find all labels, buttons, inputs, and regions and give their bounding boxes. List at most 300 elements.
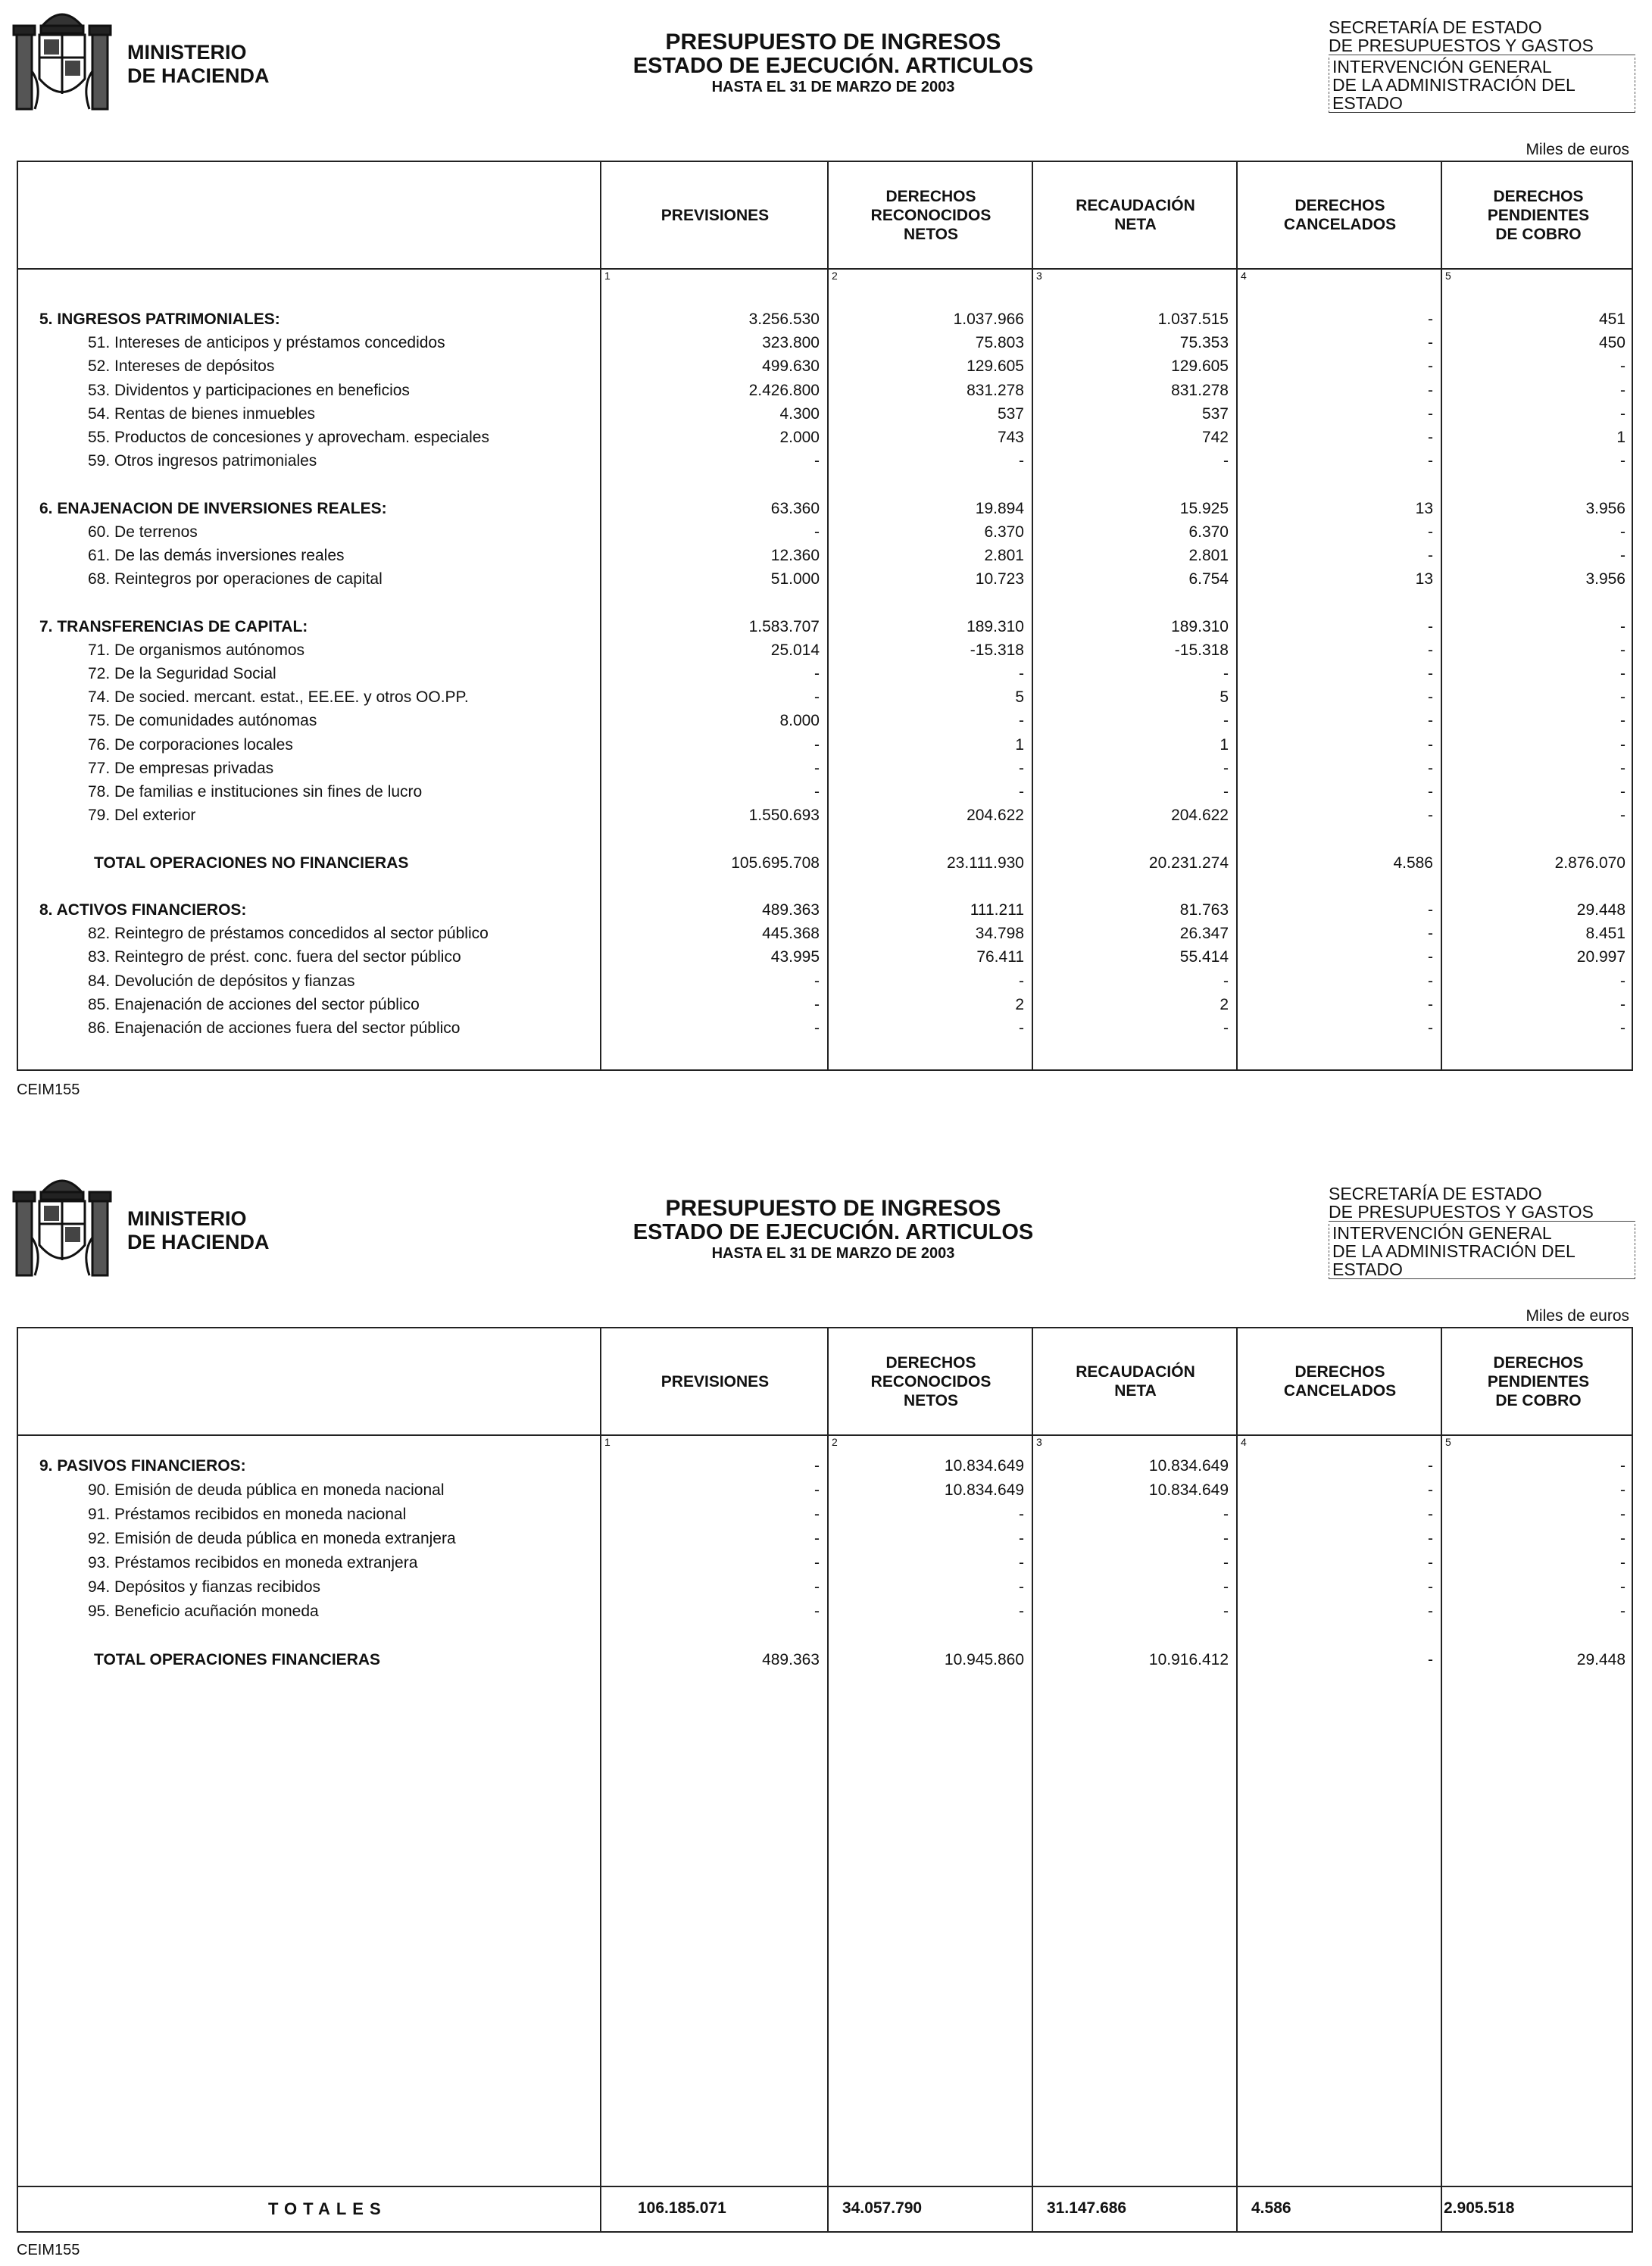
row-label: 61. De las demás inversiones reales (88, 547, 345, 564)
cell-recaudacion-neta: 1 (1219, 735, 1229, 754)
row-label: 51. Intereses de anticipos y préstamos concedidos (88, 334, 445, 352)
cell-recaudacion-neta: 742 (1201, 429, 1229, 446)
column-header-derechos-pendientes (1442, 162, 1635, 268)
row-label: 86. Enajenación de acciones fuera del sector público (88, 1019, 461, 1037)
cell-previsiones: 25.014 (770, 641, 820, 659)
report-subtitle: ESTADO DE EJECUCIÓN. ARTICULOS (632, 1220, 1034, 1244)
table-row (18, 1481, 1632, 1505)
cell-derechos-cancelados: - (1428, 995, 1433, 1013)
column-header-line: NETA (1114, 216, 1157, 233)
cell-previsiones: 105.695.708 (731, 854, 820, 872)
cell-derechos-cancelados: - (1428, 452, 1433, 470)
table-row (18, 547, 1632, 570)
table-row (18, 641, 1632, 665)
cell-derechos-cancelados: - (1428, 404, 1433, 423)
report-code: CEIM155 (17, 1082, 80, 1098)
cell-previsiones: - (814, 665, 820, 682)
cell-derechos-reconocidos: 189.310 (967, 617, 1024, 635)
table-row (18, 665, 1632, 688)
cell-derechos-cancelados: - (1428, 357, 1433, 376)
cell-derechos-pendientes: - (1620, 1481, 1625, 1499)
cell-derechos-cancelados: 4.586 (1393, 854, 1433, 872)
cell-recaudacion-neta: 2.801 (1188, 547, 1229, 564)
row-label: 72. De la Seguridad Social (88, 665, 276, 682)
column-number: 5 (1445, 270, 1451, 282)
table-row (18, 925, 1632, 948)
table-row (18, 807, 1632, 830)
cell-recaudacion-neta: - (1223, 1554, 1229, 1572)
cell-previsiones: 489.363 (762, 901, 820, 919)
row-section-label: 5. INGRESOS PATRIMONIALES: (39, 311, 280, 328)
cell-recaudacion-neta: 55.414 (1179, 948, 1229, 966)
cell-derechos-cancelados: - (1428, 1578, 1433, 1596)
intervencion-line-2: DE LA ADMINISTRACIÓN DEL ESTADO (1332, 1241, 1575, 1279)
cell-derechos-cancelados: - (1428, 735, 1433, 754)
table-row (18, 594, 1632, 617)
table-row (18, 948, 1632, 972)
cell-derechos-reconocidos: - (1019, 712, 1024, 730)
cell-previsiones: - (814, 523, 820, 541)
cell-derechos-reconocidos: 111.211 (970, 901, 1024, 919)
cell-derechos-reconocidos: 23.111.930 (947, 854, 1024, 872)
table-row (18, 500, 1632, 523)
cell-previsiones: - (814, 1457, 820, 1475)
ministry-line-1: MINISTERIO (127, 41, 247, 64)
table-row (18, 736, 1632, 760)
cell-derechos-cancelados: - (1428, 547, 1433, 564)
cell-derechos-cancelados: - (1428, 1481, 1433, 1499)
cell-derechos-pendientes: 450 (1598, 334, 1625, 352)
cell-recaudacion-neta: - (1223, 665, 1229, 682)
column-header-line: DE COBRO (1495, 225, 1582, 243)
cell-derechos-reconocidos: 831.278 (967, 381, 1024, 399)
cell-derechos-pendientes: 3.956 (1585, 570, 1625, 588)
cell-recaudacion-neta: 6.370 (1188, 523, 1229, 541)
cell-derechos-cancelados: - (1428, 901, 1433, 919)
cell-derechos-reconocidos: 34.798 (975, 925, 1024, 943)
cell-derechos-cancelados: - (1428, 759, 1433, 777)
column-header-line: RECAUDACIÓN (1076, 1363, 1195, 1381)
row-label: 84. Devolución de depósitos y fianzas (88, 972, 355, 990)
intervencion-box (1329, 58, 1635, 113)
row-label: 93. Préstamos recibidos en moneda extranjera (88, 1554, 418, 1572)
row-label: 95. Beneficio acuñación moneda (88, 1603, 319, 1620)
table-row (18, 1506, 1632, 1529)
row-label: 76. De corporaciones locales (88, 735, 293, 754)
column-number: 1 (604, 1436, 611, 1448)
table-row (18, 523, 1632, 547)
units-label: Miles de euros (1526, 141, 1629, 158)
column-number: 5 (1445, 1436, 1451, 1448)
cell-derechos-reconocidos: 6.370 (984, 523, 1024, 541)
column-header-recaudacion-neta (1033, 1328, 1238, 1434)
cell-recaudacion-neta: 6.754 (1188, 570, 1229, 588)
cell-previsiones: - (814, 759, 820, 777)
column-header-line: RECAUDACIÓN (1076, 197, 1195, 214)
cell-derechos-reconocidos: 76.411 (976, 948, 1024, 966)
cell-recaudacion-neta: 5 (1219, 688, 1229, 707)
cell-derechos-cancelados: 13 (1415, 499, 1433, 517)
cell-derechos-cancelados: - (1428, 665, 1433, 682)
cell-recaudacion-neta: - (1223, 1019, 1229, 1037)
cell-derechos-reconocidos: - (1019, 452, 1024, 470)
cell-recaudacion-neta: 1.037.515 (1157, 311, 1229, 328)
table-row (18, 382, 1632, 405)
column-number: 2 (832, 1436, 838, 1448)
cell-previsiones: - (814, 783, 820, 801)
cell-recaudacion-neta: -15.318 (1174, 641, 1229, 659)
cell-derechos-reconocidos: 2 (1015, 995, 1024, 1013)
ministry-line-2: DE HACIENDA (127, 64, 270, 87)
cell-derechos-cancelados: - (1428, 381, 1433, 399)
cell-derechos-cancelados: - (1428, 948, 1433, 966)
totales-derechos-cancelados: 4.586 (1251, 2199, 1291, 2217)
issuer-block (1329, 1184, 1635, 1279)
totales-previsiones: 106.185.071 (638, 2199, 726, 2217)
cell-recaudacion-neta: 2 (1219, 995, 1229, 1013)
cell-derechos-reconocidos: - (1019, 1578, 1024, 1596)
cell-previsiones: 1.550.693 (748, 807, 820, 825)
data-table (17, 1327, 1633, 2233)
cell-derechos-reconocidos: - (1019, 1019, 1024, 1037)
cell-derechos-reconocidos: 19.894 (975, 499, 1024, 517)
cell-derechos-reconocidos: - (1019, 972, 1024, 990)
table-row (18, 618, 1632, 641)
report-subtitle: ESTADO DE EJECUCIÓN. ARTICULOS (632, 54, 1034, 78)
cell-derechos-reconocidos: 129.605 (967, 357, 1024, 376)
cell-derechos-reconocidos: 537 (997, 404, 1024, 423)
ministry-line-2: DE HACIENDA (127, 1231, 270, 1253)
row-label: 74. De socied. mercant. estat., EE.EE. y otros OO.PP. (88, 688, 469, 707)
cell-derechos-pendientes: - (1620, 641, 1625, 659)
cell-previsiones: 63.360 (770, 499, 820, 517)
cell-derechos-pendientes: - (1620, 1457, 1625, 1475)
cell-recaudacion-neta: - (1223, 783, 1229, 801)
column-header-derechos-reconocidos (829, 162, 1033, 268)
intervencion-line-1: INTERVENCIÓN GENERAL (1332, 1223, 1552, 1243)
cell-recaudacion-neta: 15.925 (1179, 499, 1229, 517)
table-row (18, 452, 1632, 476)
cell-derechos-pendientes: - (1620, 1530, 1625, 1547)
cell-derechos-pendientes: - (1620, 523, 1625, 541)
cell-derechos-pendientes: - (1620, 688, 1625, 707)
cell-derechos-cancelados: - (1428, 925, 1433, 943)
column-header-line: CANCELADOS (1283, 216, 1397, 233)
cell-recaudacion-neta: - (1223, 1603, 1229, 1620)
column-header-line: DERECHOS (885, 1353, 976, 1372)
column-header-line: RECONOCIDOS (870, 1372, 992, 1390)
column-header-line: PREVISIONES (660, 1372, 770, 1390)
cell-previsiones: 51.000 (770, 570, 820, 588)
cell-derechos-reconocidos: -15.318 (970, 641, 1024, 659)
column-header-previsiones (601, 1328, 829, 1434)
cell-derechos-reconocidos: - (1019, 783, 1024, 801)
cell-derechos-cancelados: - (1428, 783, 1433, 801)
column-header-line: RECONOCIDOS (870, 206, 992, 224)
column-number: 2 (832, 270, 838, 282)
column-header-derechos-cancelados (1238, 162, 1442, 268)
cell-previsiones: 2.426.800 (748, 381, 820, 399)
table-row (18, 1019, 1632, 1043)
row-label: 52. Intereses de depósitos (88, 357, 275, 376)
page-2 (0, 1166, 1652, 2266)
totales-recaudacion-neta: 31.147.686 (1047, 2199, 1127, 2217)
table-row (18, 570, 1632, 594)
cell-previsiones: 489.363 (762, 1651, 820, 1668)
cell-derechos-pendientes: 8.451 (1585, 925, 1625, 943)
column-header-line: DERECHOS (1493, 187, 1584, 205)
column-header-line: DERECHOS (1294, 197, 1385, 214)
column-header-line: CANCELADOS (1283, 1382, 1397, 1400)
cell-derechos-pendientes: 2.876.070 (1554, 854, 1625, 872)
report-title-block (530, 1197, 1136, 1263)
cell-derechos-cancelados: - (1428, 1554, 1433, 1572)
secretaria-line-2: DE PRESUPUESTOS Y GASTOS (1329, 1203, 1635, 1222)
row-label: 92. Emisión de deuda pública en moneda extranjera (88, 1530, 456, 1547)
cell-derechos-pendientes: - (1620, 1506, 1625, 1523)
cell-derechos-reconocidos: 10.834.649 (944, 1481, 1024, 1499)
row-label: 79. Del exterior (88, 807, 196, 825)
row-label: 77. De empresas privadas (88, 759, 274, 777)
cell-previsiones: - (814, 1530, 820, 1547)
row-label: 82. Reintegro de préstamos concedidos al sector público (88, 925, 489, 943)
cell-previsiones: - (814, 1019, 820, 1037)
cell-derechos-cancelados: - (1428, 1506, 1433, 1523)
cell-previsiones: 8.000 (779, 712, 820, 730)
cell-recaudacion-neta: 20.231.274 (1148, 854, 1229, 872)
cell-recaudacion-neta: - (1223, 1530, 1229, 1547)
cell-recaudacion-neta: 537 (1201, 404, 1229, 423)
cell-derechos-reconocidos: - (1019, 1603, 1024, 1620)
row-label: 75. De comunidades autónomas (88, 712, 317, 730)
secretaria-line-1: SECRETARÍA DE ESTADO (1329, 1184, 1542, 1203)
column-header-previsiones (601, 162, 829, 268)
column-number: 3 (1036, 1436, 1042, 1448)
cell-recaudacion-neta: - (1223, 972, 1229, 990)
row-label: 90. Emisión de deuda pública en moneda nacional (88, 1481, 445, 1499)
report-date: HASTA EL 31 DE MARZO DE 2003 (711, 1245, 955, 1262)
cell-derechos-cancelados: - (1428, 972, 1433, 990)
row-label: 68. Reintegros por operaciones de capital (88, 570, 383, 588)
cell-derechos-reconocidos: - (1019, 759, 1024, 777)
page-1 (0, 0, 1652, 1113)
table-row (18, 1530, 1632, 1553)
column-header-text (1284, 1362, 1396, 1400)
column-header-text (1076, 1362, 1195, 1400)
cell-derechos-pendientes: - (1620, 357, 1625, 376)
cell-recaudacion-neta: 10.834.649 (1148, 1457, 1229, 1475)
cell-derechos-reconocidos: - (1019, 1554, 1024, 1572)
cell-previsiones: - (814, 1554, 820, 1572)
table-row (18, 1603, 1632, 1626)
header-rule (18, 1434, 1632, 1436)
intervencion-line-2: DE LA ADMINISTRACIÓN DEL ESTADO (1332, 75, 1575, 113)
cell-derechos-reconocidos: - (1019, 665, 1024, 682)
table-row (18, 405, 1632, 429)
cell-derechos-cancelados: - (1428, 1019, 1433, 1037)
row-label: 91. Préstamos recibidos en moneda nacional (88, 1506, 407, 1523)
row-label: 94. Depósitos y fianzas recibidos (88, 1578, 320, 1596)
cell-derechos-pendientes: 3.956 (1585, 499, 1625, 517)
column-header-line: PREVISIONES (660, 206, 770, 224)
cell-derechos-cancelados: - (1428, 688, 1433, 707)
column-header-text (871, 187, 992, 244)
intervencion-line-1: INTERVENCIÓN GENERAL (1332, 57, 1552, 76)
table-row (18, 429, 1632, 452)
cell-derechos-pendientes: - (1620, 547, 1625, 564)
totales-derechos-pendientes: 2.905.518 (1444, 2199, 1515, 2217)
cell-previsiones: - (814, 452, 820, 470)
cell-recaudacion-neta: - (1223, 452, 1229, 470)
cell-previsiones: - (814, 1603, 820, 1620)
cell-recaudacion-neta: 10.916.412 (1148, 1651, 1229, 1668)
cell-previsiones: - (814, 688, 820, 707)
table-row (18, 1578, 1632, 1602)
row-label: 85. Enajenación de acciones del sector público (88, 995, 420, 1013)
column-header-line: DERECHOS (1294, 1363, 1385, 1381)
cell-derechos-cancelados: 13 (1415, 570, 1433, 588)
column-header-derechos-cancelados (1238, 1328, 1442, 1434)
cell-derechos-pendientes: - (1620, 972, 1625, 990)
column-header-line: NETOS (904, 1391, 958, 1409)
intervencion-box (1329, 1224, 1635, 1279)
cell-derechos-pendientes: - (1620, 759, 1625, 777)
cell-previsiones: 323.800 (762, 334, 820, 352)
cell-previsiones: - (814, 995, 820, 1013)
cell-derechos-pendientes: 29.448 (1576, 1651, 1625, 1668)
cell-recaudacion-neta: 81.763 (1179, 901, 1229, 919)
report-date: HASTA EL 31 DE MARZO DE 2003 (711, 79, 955, 95)
table-row (18, 311, 1632, 334)
row-section-label: 8. ACTIVOS FINANCIEROS: (39, 901, 247, 919)
ministry-name (127, 41, 270, 88)
column-header-line: DERECHOS (1493, 1353, 1584, 1372)
column-header-line: NETOS (904, 225, 958, 243)
cell-derechos-pendientes: - (1620, 381, 1625, 399)
cell-derechos-pendientes: - (1620, 617, 1625, 635)
table-row (18, 357, 1632, 381)
cell-derechos-reconocidos: 1.037.966 (953, 311, 1024, 328)
cell-derechos-reconocidos: 10.723 (975, 570, 1024, 588)
issuer-block (1329, 18, 1635, 113)
table-row (18, 996, 1632, 1019)
table-row (18, 901, 1632, 925)
row-label: 59. Otros ingresos patrimoniales (88, 452, 317, 470)
cell-derechos-reconocidos: 1 (1015, 735, 1024, 754)
report-title-block (530, 30, 1136, 97)
row-section-label: TOTAL OPERACIONES NO FINANCIERAS (94, 854, 409, 872)
row-label: 71. De organismos autónomos (88, 641, 304, 659)
row-section-label: 9. PASIVOS FINANCIEROS: (39, 1457, 246, 1475)
row-label: 53. Dividentos y participaciones en beneficios (88, 381, 410, 399)
cell-derechos-cancelados: - (1428, 429, 1433, 446)
cell-previsiones: 12.360 (770, 547, 820, 564)
ministry-name (127, 1207, 270, 1254)
cell-derechos-cancelados: - (1428, 334, 1433, 352)
column-number: 3 (1036, 270, 1042, 282)
table-row (18, 712, 1632, 735)
report-title: PRESUPUESTO DE INGRESOS (665, 30, 1001, 55)
cell-derechos-cancelados: - (1428, 311, 1433, 328)
cell-recaudacion-neta: 831.278 (1171, 381, 1229, 399)
cell-derechos-reconocidos: 75.803 (975, 334, 1024, 352)
cell-recaudacion-neta: 26.347 (1179, 925, 1229, 943)
table-row (18, 688, 1632, 712)
cell-previsiones: 445.368 (762, 925, 820, 943)
cell-derechos-pendientes: 1 (1616, 429, 1625, 446)
cell-previsiones: 43.995 (770, 948, 820, 966)
row-section-label: TOTAL OPERACIONES FINANCIERAS (94, 1651, 381, 1668)
cell-derechos-pendientes: - (1620, 665, 1625, 682)
cell-derechos-cancelados: - (1428, 523, 1433, 541)
row-label: 78. De familias e instituciones sin fines de lucro (88, 783, 423, 801)
cell-recaudacion-neta: 189.310 (1171, 617, 1229, 635)
cell-derechos-reconocidos: 2.801 (984, 547, 1024, 564)
cell-recaudacion-neta: - (1223, 759, 1229, 777)
coat-of-arms-icon (12, 1169, 112, 1283)
secretaria-line-2: DE PRESUPUESTOS Y GASTOS (1329, 36, 1635, 55)
cell-recaudacion-neta: 204.622 (1171, 807, 1229, 825)
report-code: CEIM155 (17, 2242, 80, 2258)
table-row (18, 972, 1632, 996)
cell-derechos-reconocidos: 10.834.649 (944, 1457, 1024, 1475)
column-header-derechos-pendientes (1442, 1328, 1635, 1434)
cell-previsiones: - (814, 1578, 820, 1596)
cell-derechos-pendientes: 20.997 (1576, 948, 1625, 966)
table-row (18, 783, 1632, 807)
cell-derechos-cancelados: - (1428, 1603, 1433, 1620)
row-section-label: 7. TRANSFERENCIAS DE CAPITAL: (39, 617, 308, 635)
cell-previsiones: 499.630 (762, 357, 820, 376)
column-number: 4 (1241, 270, 1247, 282)
column-header-line: NETA (1114, 1382, 1157, 1400)
cell-derechos-pendientes: - (1620, 995, 1625, 1013)
row-label: 60. De terrenos (88, 523, 198, 541)
cell-derechos-reconocidos: 204.622 (967, 807, 1024, 825)
column-header-line: PENDIENTES (1487, 206, 1590, 224)
report-title: PRESUPUESTO DE INGRESOS (665, 1196, 1001, 1221)
cell-previsiones: - (814, 972, 820, 990)
column-header-text (871, 1353, 992, 1410)
table-row (18, 854, 1632, 878)
column-header-line: DE COBRO (1495, 1391, 1582, 1409)
table-row (18, 1554, 1632, 1578)
totales-rule (18, 2186, 1632, 2187)
column-header-text (1284, 196, 1396, 234)
cell-derechos-cancelados: - (1428, 1651, 1433, 1668)
cell-derechos-pendientes: - (1620, 1554, 1625, 1572)
table-row (18, 1651, 1632, 1675)
cell-derechos-cancelados: - (1428, 617, 1433, 635)
cell-derechos-pendientes: 29.448 (1576, 901, 1625, 919)
cell-previsiones: 3.256.530 (748, 311, 820, 328)
cell-recaudacion-neta: 10.834.649 (1148, 1481, 1229, 1499)
cell-derechos-reconocidos: 743 (997, 429, 1024, 446)
table-row (18, 1457, 1632, 1481)
cell-previsiones: - (814, 735, 820, 754)
table-row (18, 334, 1632, 357)
cell-derechos-pendientes: - (1620, 1019, 1625, 1037)
column-header-text (1488, 1353, 1589, 1410)
table-row (18, 878, 1632, 901)
column-header-text (661, 206, 769, 225)
cell-recaudacion-neta: 129.605 (1171, 357, 1229, 376)
row-label: 83. Reintegro de prést. conc. fuera del sector público (88, 948, 461, 966)
column-header-line: PENDIENTES (1487, 1372, 1590, 1390)
column-header-text (1488, 187, 1589, 244)
cell-derechos-pendientes: - (1620, 735, 1625, 754)
cell-derechos-reconocidos: - (1019, 1506, 1024, 1523)
